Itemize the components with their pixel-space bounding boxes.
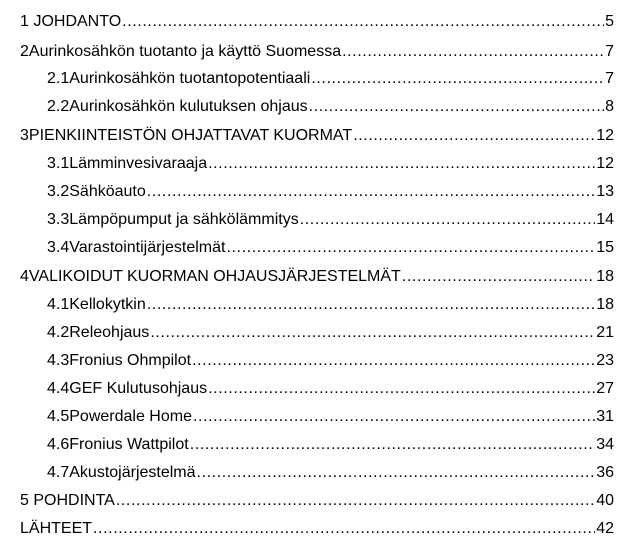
toc-dot-leader bbox=[208, 154, 595, 174]
toc-entry-title: Releohjaus bbox=[69, 324, 150, 341]
toc-dot-leader bbox=[208, 379, 595, 399]
toc-entry-number: 4.5 bbox=[47, 408, 70, 425]
toc-dot-leader bbox=[147, 182, 595, 202]
toc-entry-page: 8 bbox=[605, 98, 614, 115]
toc-entry-page: 34 bbox=[596, 436, 614, 453]
toc-entry-page: 5 bbox=[605, 13, 614, 30]
toc-entry-number: 4.6 bbox=[47, 436, 70, 453]
toc-entry-page: 7 bbox=[605, 70, 614, 87]
toc-entry-title: Varastointijärjestelmät bbox=[69, 239, 226, 256]
toc-entry[interactable] bbox=[20, 12, 614, 32]
toc-dot-leader bbox=[116, 491, 595, 511]
toc-entry-title: Powerdale Home bbox=[69, 408, 192, 425]
toc-entry-number: 3.2 bbox=[47, 183, 70, 200]
toc-entry[interactable] bbox=[47, 435, 614, 455]
toc-dot-leader bbox=[147, 295, 595, 315]
toc-entry[interactable] bbox=[20, 491, 614, 511]
toc-entry[interactable] bbox=[47, 351, 614, 371]
toc-dot-leader bbox=[93, 519, 595, 539]
toc-entry[interactable] bbox=[20, 519, 614, 539]
toc-entry-number: 4.4 bbox=[47, 380, 70, 397]
toc-entry-page: 13 bbox=[596, 183, 614, 200]
toc-entry-page: 42 bbox=[596, 520, 614, 537]
toc-entry-title: Lämpöpumput ja sähkölämmitys bbox=[69, 211, 299, 228]
toc-entry[interactable] bbox=[47, 182, 614, 202]
toc-entry-page: 15 bbox=[596, 239, 614, 256]
toc-dot-leader bbox=[122, 12, 604, 32]
toc-entry-number: 4.7 bbox=[47, 464, 70, 481]
toc-entry[interactable] bbox=[20, 42, 614, 62]
toc-entry-number: 4.2 bbox=[47, 324, 70, 341]
toc-entry[interactable] bbox=[47, 69, 614, 89]
toc-entry-title: JOHDANTO bbox=[33, 13, 122, 30]
toc-entry-page: 21 bbox=[596, 324, 614, 341]
toc-dot-leader bbox=[150, 323, 595, 343]
toc-entry-number: 3 bbox=[20, 127, 29, 144]
toc-entry-title: LÄHTEET bbox=[20, 520, 93, 537]
toc-entry-page: 7 bbox=[605, 43, 614, 60]
toc-entry[interactable] bbox=[47, 407, 614, 427]
toc-entry[interactable] bbox=[20, 126, 614, 146]
toc-entry-page: 31 bbox=[596, 408, 614, 425]
toc-entry-page: 12 bbox=[596, 127, 614, 144]
toc-entry-title: Akustojärjestelmä bbox=[69, 464, 196, 481]
toc-entry-page: 23 bbox=[596, 352, 614, 369]
toc-dot-leader bbox=[226, 238, 595, 258]
toc-dot-leader bbox=[197, 463, 596, 483]
toc-entry-number: 5 bbox=[20, 492, 29, 509]
toc-entry-page: 18 bbox=[596, 268, 614, 285]
toc-entry[interactable] bbox=[47, 463, 614, 483]
toc-dot-leader bbox=[342, 42, 604, 62]
toc-entry[interactable] bbox=[47, 238, 614, 258]
toc-entry-title: GEF Kulutusohjaus bbox=[69, 380, 208, 397]
toc-entry[interactable] bbox=[47, 210, 614, 230]
toc-entry[interactable] bbox=[47, 379, 614, 399]
toc-entry-title: Sähköauto bbox=[69, 183, 146, 200]
toc-dot-leader bbox=[309, 97, 604, 117]
toc-entry[interactable] bbox=[47, 154, 614, 174]
toc-entry-title: Fronius Wattpilot bbox=[69, 436, 189, 453]
toc-entry-title: Kellokytkin bbox=[69, 296, 146, 313]
toc-entry-number: 4.3 bbox=[47, 352, 70, 369]
toc-entry-page: 40 bbox=[596, 492, 614, 509]
toc-dot-leader bbox=[402, 267, 595, 287]
toc-entry-title: VALIKOIDUT KUORMAN OHJAUSJÄRJESTELMÄT bbox=[28, 268, 401, 285]
toc-entry-title: Fronius Ohmpilot bbox=[69, 352, 192, 369]
toc-entry-page: 18 bbox=[596, 296, 614, 313]
toc-entry-number: 2.2 bbox=[47, 98, 70, 115]
toc-entry-number: 2.1 bbox=[47, 70, 70, 87]
toc-entry-number: 4.1 bbox=[47, 296, 70, 313]
toc-entry-number: 4 bbox=[20, 268, 29, 285]
toc-dot-leader bbox=[300, 210, 596, 230]
toc-entry-title: POHDINTA bbox=[33, 492, 115, 509]
toc-entry-title: Aurinkosähkön tuotantopotentiaali bbox=[69, 70, 311, 87]
toc-entry[interactable] bbox=[47, 295, 614, 315]
toc-entry-number: 3.3 bbox=[47, 211, 70, 228]
toc-entry-page: 27 bbox=[596, 380, 614, 397]
toc-entry-page: 12 bbox=[596, 155, 614, 172]
toc-dot-leader bbox=[192, 351, 595, 371]
toc-dot-leader bbox=[193, 407, 595, 427]
toc-entry-title: Lämminvesivaraaja bbox=[69, 155, 208, 172]
toc-entry-number: 3.4 bbox=[47, 239, 70, 256]
toc-dot-leader bbox=[190, 435, 596, 455]
toc-dot-leader bbox=[311, 69, 604, 89]
toc-entry[interactable] bbox=[20, 267, 614, 287]
toc-entry-title: Aurinkosähkön kulutuksen ohjaus bbox=[69, 98, 308, 115]
toc-entry-title: Aurinkosähkön tuotanto ja käyttö Suomessa bbox=[28, 43, 342, 60]
toc-entry-number: 2 bbox=[20, 43, 29, 60]
toc-entry[interactable] bbox=[47, 323, 614, 343]
toc-entry-title: PIENKIINTEISTÖN OHJATTAVAT KUORMAT bbox=[28, 127, 353, 144]
toc-entry-number: 1 bbox=[20, 13, 29, 30]
toc-dot-leader bbox=[353, 126, 595, 146]
toc-entry[interactable] bbox=[47, 97, 614, 117]
toc-entry-number: 3.1 bbox=[47, 155, 70, 172]
toc-entry-page: 14 bbox=[596, 211, 614, 228]
toc-entry-page: 36 bbox=[596, 464, 614, 481]
